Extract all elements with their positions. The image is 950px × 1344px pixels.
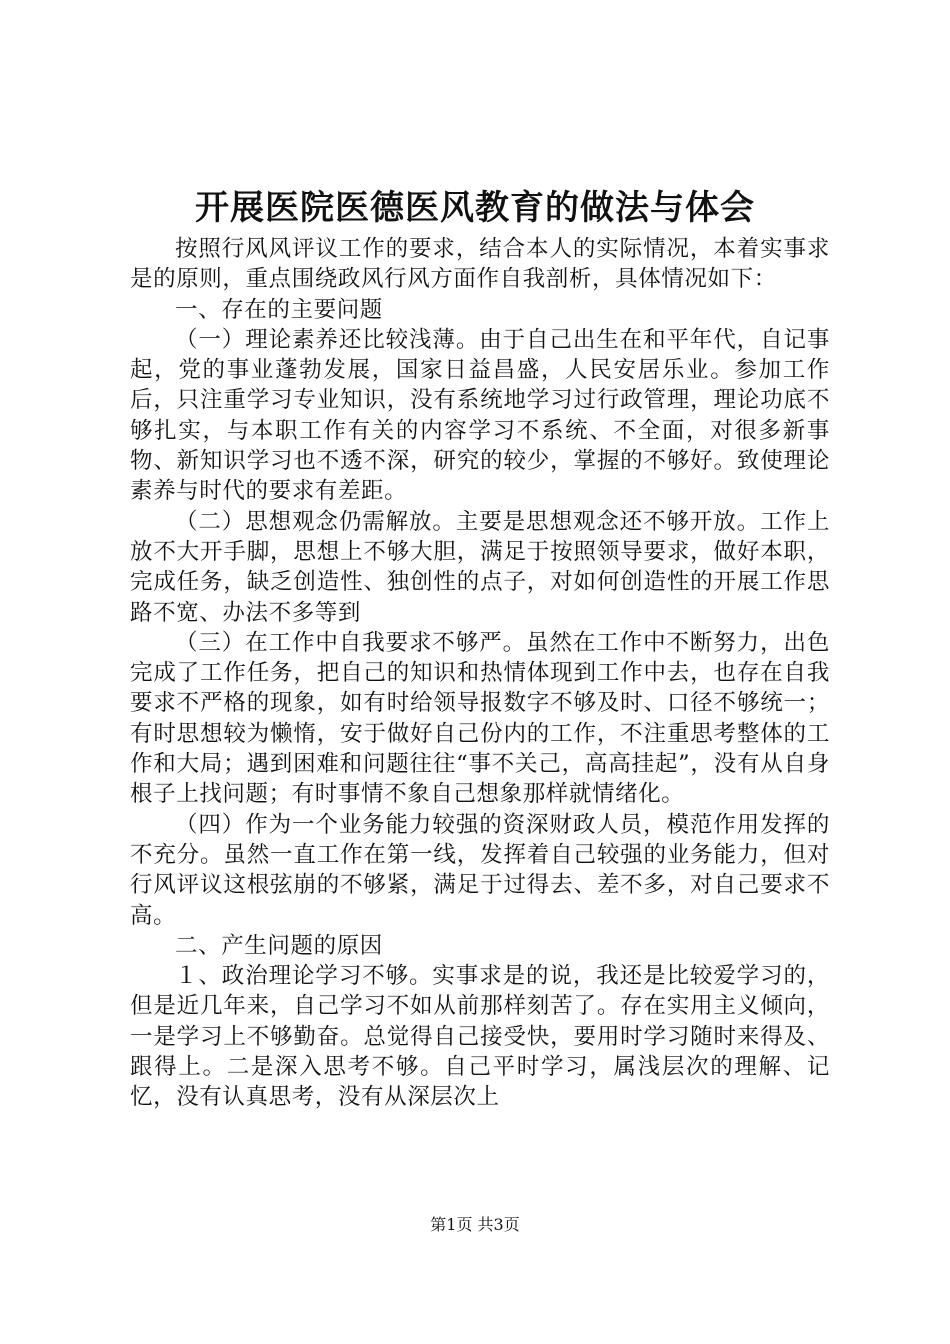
section-heading-causes: 二、产生问题的原因	[175, 932, 383, 959]
document-title: 开展医院医德医风教育的做法与体会	[195, 188, 755, 228]
paragraph-problem-1: （一）理论素养还比较浅薄。由于自己出生在和平年代，自记事起，党的事业蓬勃发展，国家日益昌盛，人民安居乐业。参加工作后，只注重学习专业知识，没有系统地学习过行政管理，理论功底不够扎实，与本职工作有关的内容学习不系统、不全面，对很多新事物、新知识学习也不透不深，研究的较少，掌握的不够好。致使理论素养与时代的要求有差距。	[130, 326, 830, 505]
section-heading-problems: 一、存在的主要问题	[175, 296, 383, 323]
paragraph-problem-4: （四）作为一个业务能力较强的资深财政人员，模范作用发挥的不充分。虽然一直工作在第一线，发挥着自己较强的业务能力，但对行风评议这根弦崩的不够紧，满足于过得去、差不多，对自己要求不高。	[130, 811, 830, 929]
paragraph-cause-1: １、政治理论学习不够。实事求是的说，我还是比较爱学习的，但是近几年来，自己学习不如从前那样刻苦了。存在实用主义倾向，一是学习上不够勤奋。总觉得自己接受快，要用时学习随时来得及、跟得上。二是深入思考不够。自己平时学习，属浅层次的理解、记忆，没有认真思考，没有从深层次上	[130, 963, 830, 1111]
paragraph-problem-2: （二）思想观念仍需解放。主要是思想观念还不够开放。工作上放不大开手脚，思想上不够大胆，满足于按照领导要求，做好本职，完成任务，缺乏创造性、独创性的点子，对如何创造性的开展工作思路不宽、办法不多等到	[130, 508, 830, 626]
paragraph-problem-3: （三）在工作中自我要求不够严。虽然在工作中不断努力，出色完成了工作任务，把自己的知识和热情体现到工作中去，也存在自我要求不严格的现象，如有时给领导报数字不够及时、口径不够统一；有时思想较为懒惰，安于做好自己份内的工作，不注重思考整体的工作和大局；遇到困难和问题往往“事不关己，高高挂起”，没有从自身根子上找问题；有时事情不象自己想象那样就情绪化。	[130, 629, 830, 808]
page-footer: 第1页 共3页	[430, 1215, 520, 1234]
document-body	[130, 234, 830, 1113]
paragraph-intro: 按照行风风评议工作的要求，结合本人的实际情况，本着实事求是的原则，重点围绕政风行风方面作自我剖析，具体情况如下：	[130, 236, 830, 293]
